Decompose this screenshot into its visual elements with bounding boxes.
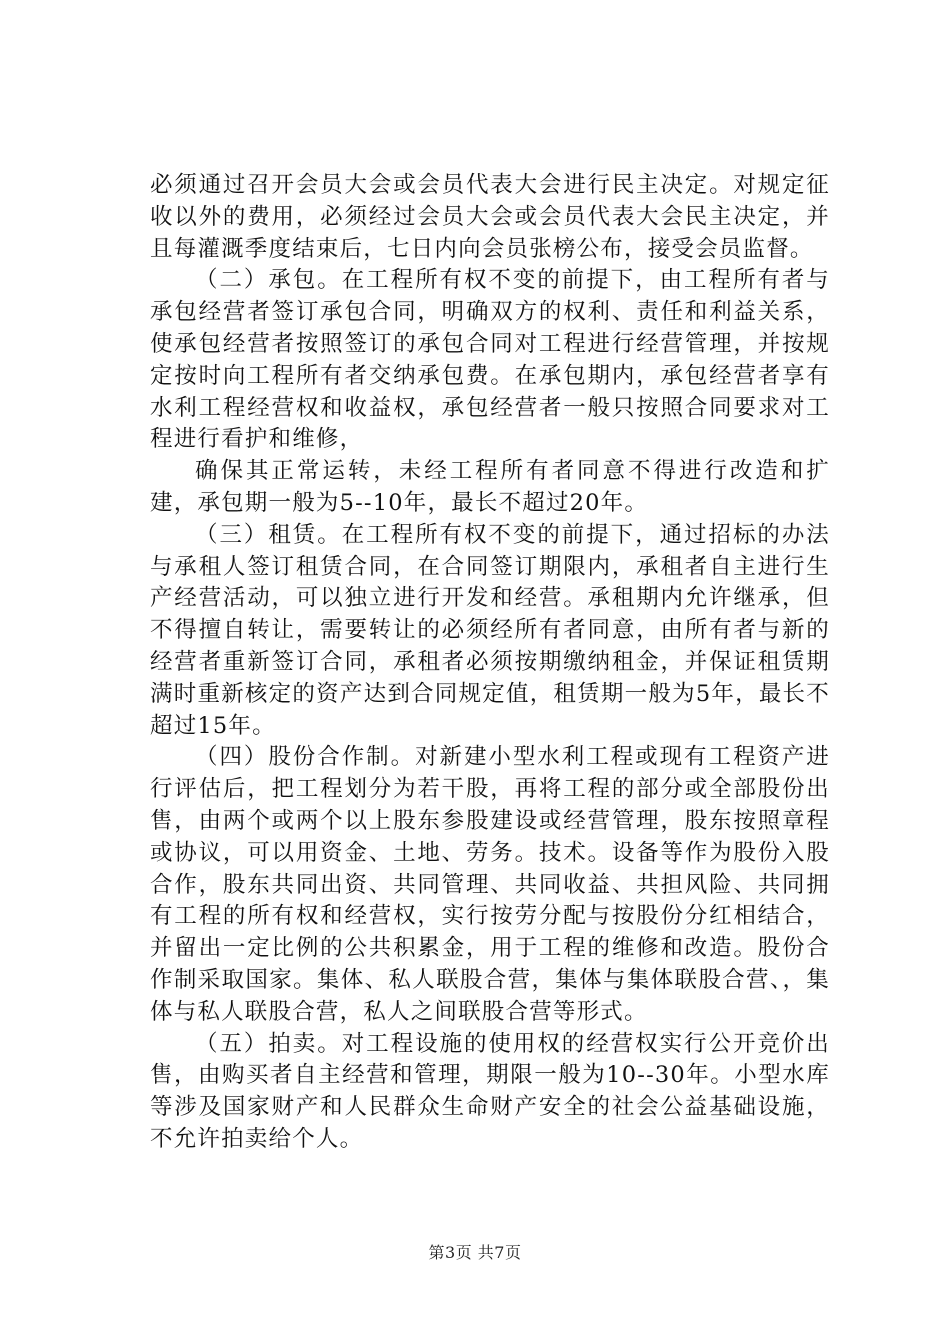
paragraph-auction: （五）拍卖。对工程设施的使用权的经营权实行公开竞价出售，由购买者自主经营和管理，期限一般为10--30年。小型水库等涉及国家财产和人民群众生命财产安全的社会公益基础设施，不允许拍卖给个人。 bbox=[150, 1030, 830, 1152]
paragraph-contracting-term: 确保其正常运转，未经工程所有者同意不得进行改造和扩建，承包期一般为5--10年，最长不超过20年。 bbox=[150, 458, 830, 516]
paragraph-contracting: （二）承包。在工程所有权不变的前提下，由工程所有者与承包经营者签订承包合同，明确双方的权利、责任和利益关系，使承包经营者按照签订的承包合同对工程进行经营管理，并按规定按时向工程所有者交纳承包费。在承包期内，承包经营者享有水利工程经营权和收益权，承包经营者一般只按照合同要求对工程进行看护和维修， bbox=[150, 267, 830, 453]
paragraph-leasing: （三）租赁。在工程所有权不变的前提下，通过招标的办法与承租人签订租赁合同，在合同签订期限内，承租者自主进行生产经营活动，可以独立进行开发和经营。承租期内允许继承，但不得擅自转让，需要转让的必须经所有者同意，由所有者与新的经营者重新签订合同，承租者必须按期缴纳租金，并保证租赁期满时重新核定的资产达到合同规定值，租赁期一般为5年，最长不超过15年。 bbox=[150, 521, 830, 739]
paragraph-continuation: 必须通过召开会员大会或会员代表大会进行民主决定。对规定征收以外的费用，必须经过会员大会或会员代表大会民主决定，并且每灌溉季度结束后，七日内向会员张榜公布，接受会员监督。 bbox=[150, 172, 830, 262]
body-text bbox=[150, 170, 830, 1156]
page-number-footer: 第3页 共7页 bbox=[428, 1243, 522, 1262]
paragraph-joint-stock: （四）股份合作制。对新建小型水利工程或现有工程资产进行评估后，把工程划分为若干股，再将工程的部分或全部股份出售，由两个或两个以上股东参股建设或经营管理，股东按照章程或协议，可以用资金、土地、劳务。技术。设备等作为股份入股合作，股东共同出资、共同管理、共同收益、共担风险、共同拥有工程的所有权和经营权，实行按劳分配与按股份分红相结合，并留出一定比例的公共积累金，用于工程的维修和改造。股份合作制采取国家。集体、私人联股合营，集体与集体联股合营、，集体与私人联股合营，私人之间联股合营等形式。 bbox=[150, 744, 830, 1025]
